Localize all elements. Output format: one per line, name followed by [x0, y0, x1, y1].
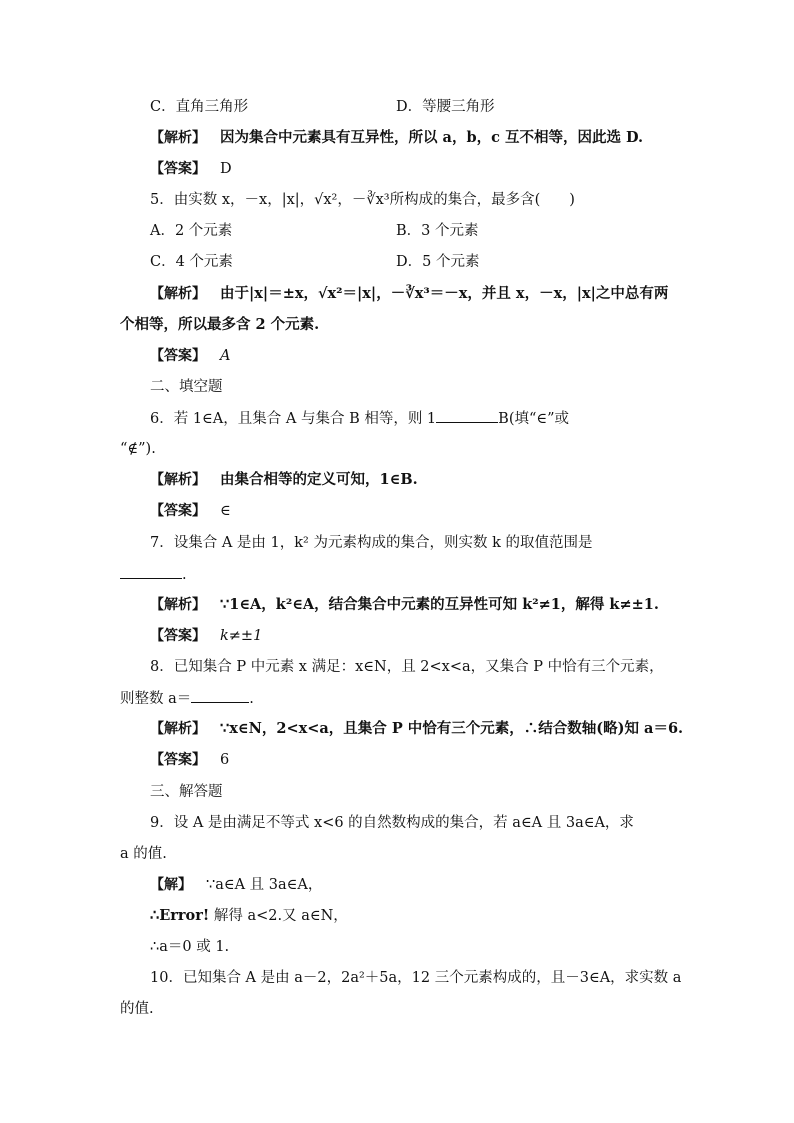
q6-answer-text: ∈: [220, 503, 231, 519]
q7-stem-line2: [120, 564, 187, 585]
q5-analysis-line2: 个相等，所以最多含 2 个元素.: [120, 316, 320, 333]
q6-blank[interactable]: [436, 408, 498, 423]
q7-analysis: [150, 595, 659, 615]
analysis-tag: 【解析】: [150, 721, 206, 737]
q8-stem-line2-after: .: [249, 691, 254, 707]
q5-option-b: B．3 个元素: [396, 223, 479, 239]
q4-analysis: [150, 128, 643, 148]
q5-option-c: C．4 个元素: [150, 254, 233, 270]
answer-tag: 【答案】: [150, 503, 206, 519]
q8-answer-text: 6: [220, 752, 230, 768]
q5-analysis: [150, 284, 668, 304]
section-title-fill-in: 二、填空题: [150, 379, 223, 395]
q8-stem: 8．已知集合 P 中元素 x 满足：x∈N，且 2<x<a，又集合 P 中恰有三个元素，: [150, 659, 664, 675]
section-title-solutions: 三、解答题: [150, 784, 223, 800]
q10-stem-line2: 的值.: [120, 1001, 154, 1017]
q9-solution-text1: ∵a∈A 且 3a∈A，: [206, 877, 323, 893]
q6-stem: [150, 408, 569, 429]
q6-analysis-text: 由集合相等的定义可知，1∈B.: [220, 471, 418, 488]
q5-option-d: D．5 个元素: [396, 254, 480, 270]
q6-analysis: [150, 470, 418, 490]
q9-stem: 9．设 A 是由满足不等式 x<6 的自然数构成的集合，若 a∈A 且 3a∈A，求: [150, 815, 634, 831]
analysis-tag: 【解析】: [150, 130, 206, 146]
q8-stem-line2: [120, 688, 254, 709]
analysis-tag: 【解析】: [150, 597, 206, 613]
q9-solution-line1: [150, 875, 322, 895]
q6-stem-after: B(填“∈”或: [498, 411, 570, 427]
q6-answer: [150, 501, 231, 521]
q9-solution-line3: ∴a＝0 或 1.: [150, 939, 230, 955]
q6-stem-line2: “∉”).: [120, 441, 156, 457]
q5-answer-text: A: [220, 348, 231, 364]
answer-tag: 【答案】: [150, 752, 206, 768]
q8-blank[interactable]: [191, 688, 249, 703]
q7-answer: [150, 626, 262, 646]
q9-stem-line2: a 的值.: [120, 846, 167, 862]
analysis-tag: 【解析】: [150, 286, 206, 302]
q5-option-a: A．2 个元素: [150, 223, 233, 239]
q5-stem: 5．由实数 x，－x，|x|，√x²，－∛x³所构成的集合，最多含( ): [150, 192, 575, 208]
answer-tag: 【答案】: [150, 348, 206, 364]
answer-tag: 【答案】: [150, 161, 206, 177]
q4-option-c: C．直角三角形: [150, 99, 249, 115]
q7-stem: 7．设集合 A 是由 1，k² 为元素构成的集合，则实数 k 的取值范围是: [150, 535, 593, 551]
q7-analysis-text: ∵1∈A，k²∈A，结合集合中元素的互异性可知 k²≠1，解得 k≠±1.: [220, 596, 659, 613]
q6-stem-before: 6．若 1∈A，且集合 A 与集合 B 相等，则 1: [150, 411, 437, 427]
q7-answer-text: k≠±1: [220, 628, 263, 644]
q8-stem-line2-before: 则整数 a＝: [120, 691, 192, 707]
q9-solution-line2: [150, 906, 348, 926]
answer-tag: 【答案】: [150, 628, 206, 644]
solution-tag: 【解】: [150, 877, 192, 893]
q7-blank[interactable]: [120, 564, 182, 579]
q5-answer: [150, 346, 230, 366]
q4-answer: [150, 159, 232, 179]
q5-analysis-line1: 由于|x|＝±x，√x²＝|x|，－∛x³＝－x，并且 x，－x，|x|之中总有两: [220, 285, 669, 302]
q8-answer: [150, 750, 229, 770]
q10-stem: 10．已知集合 A 是由 a－2，2a²＋5a，12 三个元素构成的，且－3∈A，求实数 a: [150, 970, 682, 986]
q9-error-text: ∴Error!: [150, 907, 210, 924]
q4-analysis-text: 因为集合中元素具有互异性，所以 a，b，c 互不相等，因此选 D.: [220, 129, 644, 146]
q8-analysis: [150, 719, 683, 739]
q9-solution-text2: 解得 a<2.又 a∈N，: [209, 908, 348, 924]
analysis-tag: 【解析】: [150, 472, 206, 488]
q4-option-d: D．等腰三角形: [396, 99, 495, 115]
q8-analysis-text: ∵x∈N，2<x<a，且集合 P 中恰有三个元素，∴结合数轴(略)知 a＝6.: [220, 720, 684, 737]
q4-answer-text: D: [220, 161, 232, 177]
q7-stem-line2-text: .: [182, 567, 187, 583]
